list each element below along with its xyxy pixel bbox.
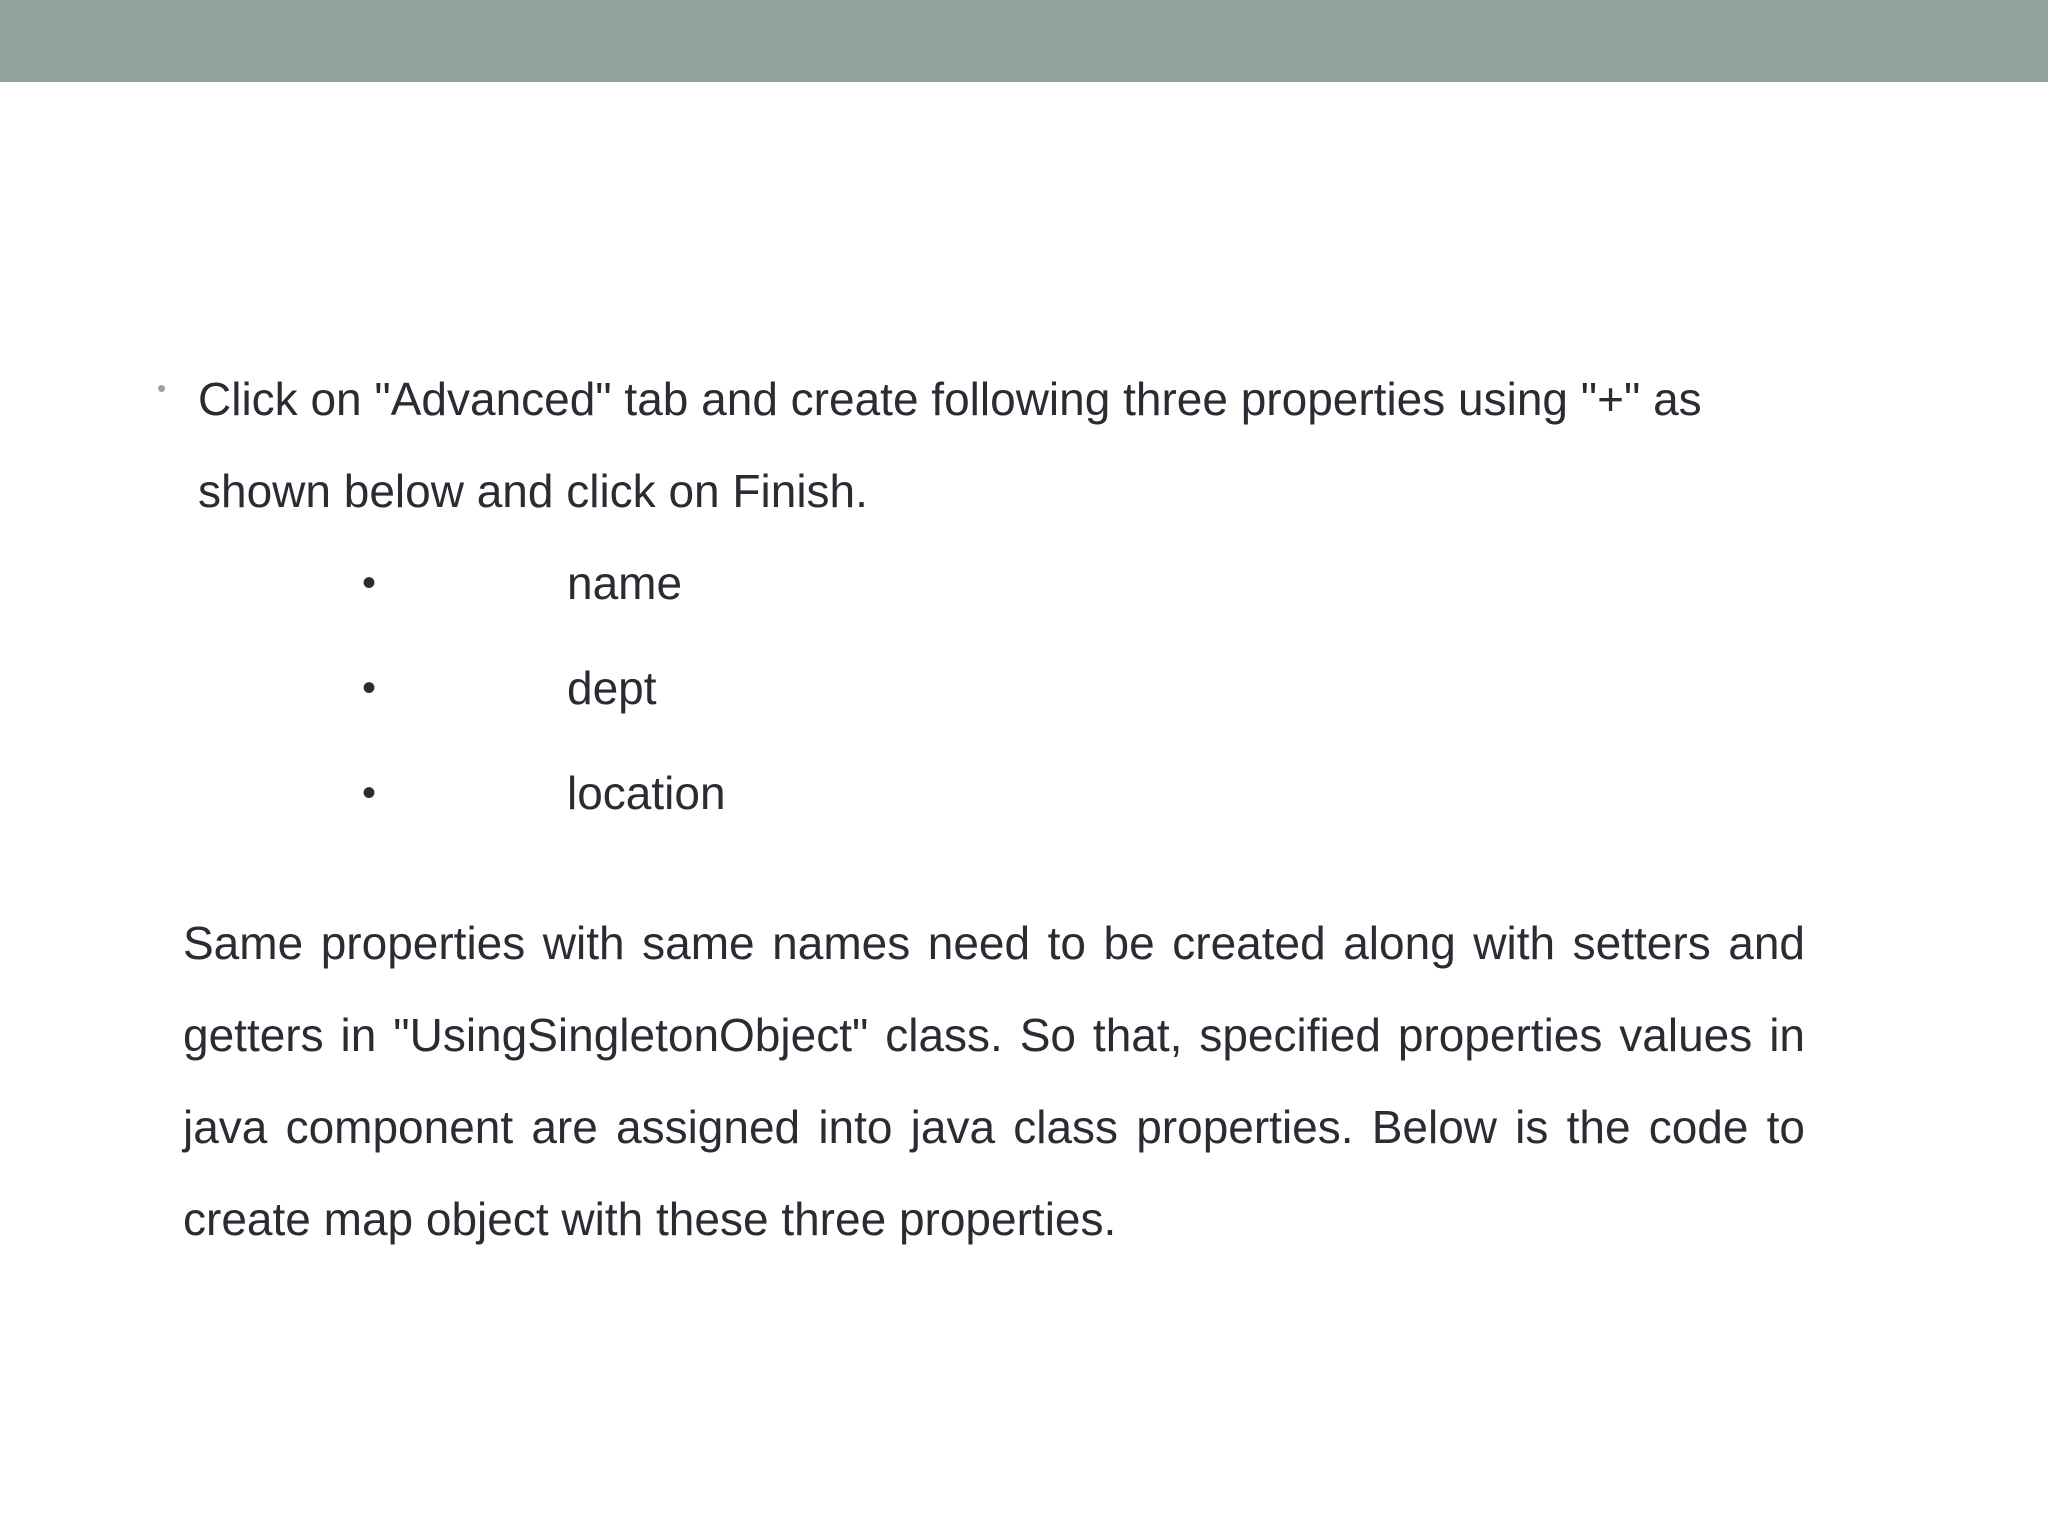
bullet-dot-icon: • bbox=[362, 666, 377, 710]
property-label: location bbox=[567, 767, 726, 819]
property-label: name bbox=[567, 557, 683, 609]
main-bullet-text: Click on "Advanced" tab and create following three properties using "+" as shown below and click on Finish. bbox=[198, 373, 1702, 517]
property-item-name bbox=[0, 548, 1200, 618]
explanation-paragraph: Same properties with same names need to be created along with setters and getters in "UsingSingletonObject" class. So that, specified properties values in java component are assigned into java class properties. Below is the code to create map object with these three properties. bbox=[183, 917, 1805, 1245]
bullet-dot-icon: • bbox=[362, 771, 377, 815]
property-item-location bbox=[0, 758, 1200, 828]
property-label: dept bbox=[567, 662, 657, 714]
bullet-dot-icon: • bbox=[362, 561, 377, 605]
property-item-dept bbox=[0, 653, 1200, 723]
bullet-dot-icon: • bbox=[157, 373, 167, 403]
